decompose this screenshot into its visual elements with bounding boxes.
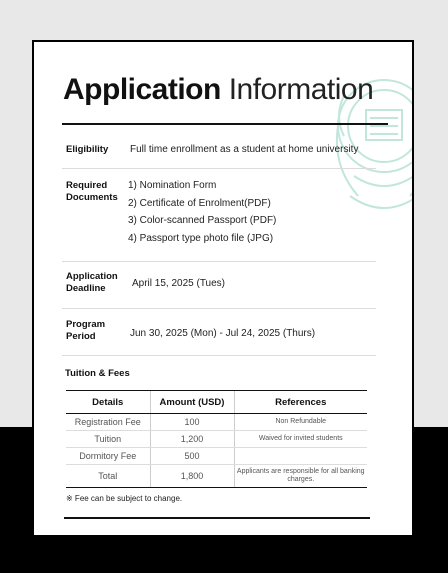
required-documents-row bbox=[62, 180, 376, 256]
deadline-value: April 15, 2025 (Tues) bbox=[132, 278, 226, 289]
required-documents-label-line1: Required bbox=[66, 180, 108, 191]
table-row-total bbox=[66, 465, 367, 488]
list-item: 2) Certificate of Enrolment(PDF) bbox=[128, 197, 271, 209]
cell-reference: Non Refundable bbox=[234, 414, 367, 431]
eligibility-label: Eligibility bbox=[66, 144, 109, 155]
fee-note: ※ Fee can be subject to change. bbox=[66, 494, 183, 503]
title-strong: Application bbox=[63, 73, 221, 106]
cell-reference bbox=[234, 448, 367, 465]
eligibility-row bbox=[62, 142, 376, 158]
cell-amount: 1,800 bbox=[150, 465, 234, 488]
cell-amount: 1,200 bbox=[150, 431, 234, 448]
title-divider bbox=[62, 123, 388, 125]
program-period-label-line1: Program bbox=[66, 319, 106, 330]
required-documents-label-line2: Documents bbox=[66, 192, 118, 203]
cell-amount: 100 bbox=[150, 414, 234, 431]
divider bbox=[62, 355, 376, 356]
list-item: 1) Nomination Form bbox=[128, 180, 217, 191]
program-period-row bbox=[62, 319, 376, 345]
cell-amount: 500 bbox=[150, 448, 234, 465]
program-period-label bbox=[66, 319, 105, 343]
program-period-value: Jun 30, 2025 (Mon) - Jul 24, 2025 (Thurs) bbox=[130, 328, 316, 339]
list-item: 3) Color-scanned Passport (PDF) bbox=[128, 215, 277, 226]
column-header-details: Details bbox=[66, 391, 150, 414]
divider bbox=[62, 168, 376, 169]
deadline-row bbox=[62, 271, 376, 297]
cell-detail: Total bbox=[66, 465, 150, 488]
column-header-amount: Amount (USD) bbox=[150, 391, 234, 414]
cell-detail: Dormitory Fee bbox=[66, 448, 150, 465]
cell-detail: Registration Fee bbox=[66, 414, 150, 431]
table-header-row bbox=[66, 391, 367, 414]
eligibility-value: Full time enrollment as a student at home university bbox=[130, 144, 359, 155]
required-documents-list bbox=[128, 180, 276, 250]
divider bbox=[62, 308, 376, 309]
table-row bbox=[66, 431, 367, 448]
column-header-references: References bbox=[234, 391, 367, 414]
divider bbox=[62, 261, 376, 262]
title-light: Information bbox=[228, 73, 374, 106]
cell-reference: Waived for invited students bbox=[234, 431, 367, 448]
fees-title: Tuition & Fees bbox=[65, 368, 130, 379]
deadline-label-line2: Deadline bbox=[66, 283, 106, 294]
deadline-label-line1: Application bbox=[66, 271, 118, 282]
bottom-divider bbox=[64, 517, 370, 519]
program-period-label-line2: Period bbox=[66, 331, 96, 342]
required-documents-label bbox=[66, 180, 118, 204]
deadline-label bbox=[66, 271, 118, 295]
application-info-card bbox=[32, 40, 414, 537]
list-item: 4) Passport type photo file (JPG) bbox=[128, 232, 274, 244]
page-title bbox=[63, 72, 373, 108]
cell-reference: Applicants are responsible for all banking charges. bbox=[234, 465, 367, 488]
fees-table bbox=[66, 390, 367, 488]
cell-detail: Tuition bbox=[66, 431, 150, 448]
table-row bbox=[66, 414, 367, 431]
table-row bbox=[66, 448, 367, 465]
